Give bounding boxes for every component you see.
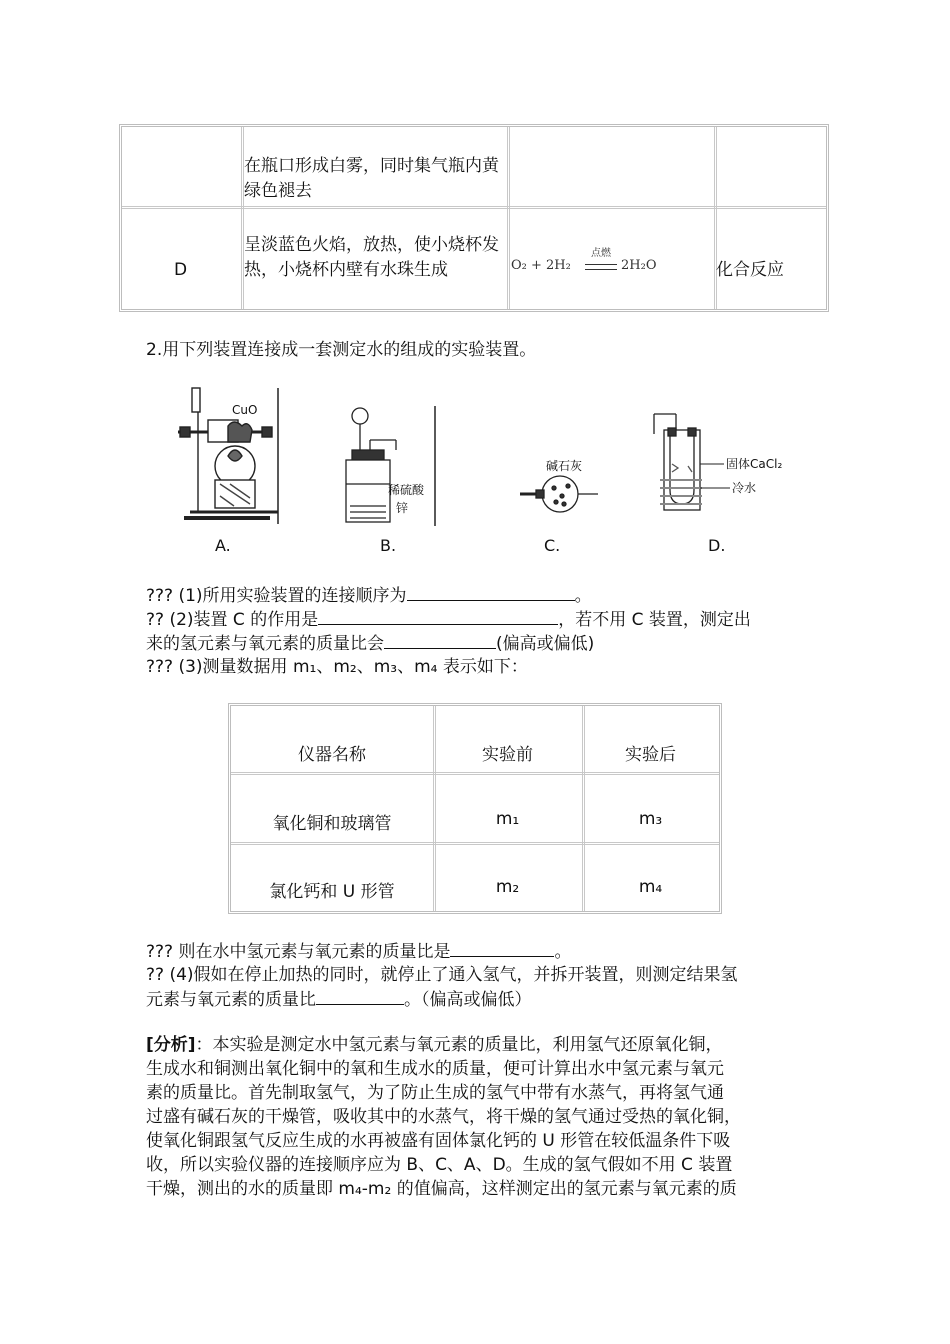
header-instrument: 仪器名称 xyxy=(298,745,366,765)
reaction-table xyxy=(119,124,829,312)
apparatus-d xyxy=(654,414,702,510)
analysis-line: ：本实验是测定水中氢元素与氧元素的质量比，利用氢气还原氧化铜， xyxy=(195,1035,723,1055)
q2-text: ?? (2)装置 C 的作用是 xyxy=(146,610,319,630)
row2-phenomenon: 呈淡蓝色火焰，放热，使小烧杯发热，小烧杯内壁有水珠生成 xyxy=(244,235,499,280)
question-3-answer xyxy=(146,939,571,964)
caption-b: B. xyxy=(380,536,397,555)
label-zinc: 锌 xyxy=(396,501,409,515)
q2-mid: ，若不用 C 装置，测定出 xyxy=(558,610,751,630)
equation-condition: 点燃 xyxy=(591,248,611,259)
table-row-divider xyxy=(122,206,826,209)
q2-answer-blank[interactable] xyxy=(318,607,558,625)
label-cacl2: 固体CaCl₂ xyxy=(726,457,783,471)
q1-suffix: 。 xyxy=(574,586,592,606)
row2-instrument: 氯化钙和 U 形管 xyxy=(269,882,395,902)
caption-a: A. xyxy=(215,536,231,555)
question-intro: 2.用下列装置连接成一套测定水的组成的实验装置。 xyxy=(146,340,537,360)
row1-phenomenon: 在瓶口形成白雾，同时集气瓶内黄绿色褪去 xyxy=(244,156,499,201)
q4-line2: 元素与氧元素的质量比 xyxy=(146,990,316,1010)
label-cold-water: 冷水 xyxy=(732,481,757,495)
analysis-line: 生成水和铜测出氧化铜中的氧和生成水的质量，便可计算出水中氢元素与氧元 xyxy=(146,1059,724,1079)
question-3: ??? (3)测量数据用 m₁、m₂、m₃、m₄ 表示如下： xyxy=(146,657,528,677)
table-col-divider xyxy=(507,127,510,309)
header-before: 实验前 xyxy=(482,745,533,765)
caption-c: C. xyxy=(544,536,561,555)
row2-reaction-type: 化合反应 xyxy=(716,260,784,280)
header-after: 实验后 xyxy=(625,745,676,765)
analysis-tag: [分析] xyxy=(146,1035,196,1055)
equation-equals xyxy=(585,264,617,270)
q3-after-text: ??? 则在水中氢元素与氧元素的质量比是 xyxy=(146,942,451,962)
question-4: ?? (4)假如在停止加热的同时，就停止了通入氢气，并拆开装置，则测定结果氢 xyxy=(146,965,738,985)
q3-after-suffix: 。 xyxy=(554,942,572,962)
q1-text: ??? (1)所用实验装置的连接顺序为 xyxy=(146,586,407,606)
row2-label: D xyxy=(174,260,188,280)
q1-answer-blank[interactable] xyxy=(407,583,575,601)
analysis-line: 使氧化铜跟氢气反应生成的水再被盛有固体氯化钙的 U 形管在较低温条件下吸 xyxy=(146,1131,731,1151)
row2-before: m₂ xyxy=(495,877,520,897)
analysis-line: 过盛有碱石灰的干燥管，吸收其中的水蒸气，将干燥的氢气通过受热的氧化铜， xyxy=(146,1107,741,1127)
question-1 xyxy=(146,583,592,608)
q4-answer-blank[interactable] xyxy=(316,987,404,1005)
q2-answer-blank-2[interactable] xyxy=(384,631,496,649)
equation-right: 2H₂O xyxy=(621,258,657,273)
label-acid: 稀硫酸 xyxy=(388,483,425,497)
row1-before: m₁ xyxy=(495,809,520,829)
analysis-line: 收，所以实验仪器的连接顺序应为 B、C、A、D。生成的氢气假如不用 C 装置 xyxy=(146,1155,733,1175)
analysis-line: 干燥，测出的水的质量即 m₄-m₂ 的值偏高，这样测定出的氢元素与氧元素的质 xyxy=(146,1179,737,1199)
apparatus-c xyxy=(520,476,598,512)
label-soda-lime: 碱石灰 xyxy=(546,459,583,473)
apparatus-b xyxy=(346,408,396,522)
table-row-divider xyxy=(231,772,719,775)
q2-line2: 来的氢元素与氧元素的质量比会 xyxy=(146,634,384,654)
q2-line2-suffix: (偏高或偏低) xyxy=(496,634,595,654)
apparatus-a xyxy=(178,388,278,518)
row1-instrument: 氧化铜和玻璃管 xyxy=(272,814,392,834)
row2-equation xyxy=(511,244,681,284)
equation-left: O₂ + 2H₂ xyxy=(511,258,571,273)
question-2 xyxy=(146,607,751,632)
row1-after: m₃ xyxy=(638,809,663,829)
caption-d: D. xyxy=(708,536,726,555)
analysis-paragraph xyxy=(146,1033,806,1201)
table-row-divider xyxy=(231,842,719,845)
question-2-cont xyxy=(146,631,594,656)
analysis-line: 素的质量比。首先制取氢气，为了防止生成的氢气中带有水蒸气，再将氢气通 xyxy=(146,1083,724,1103)
q3-answer-blank[interactable] xyxy=(450,939,554,957)
q4-line2-suffix: 。（偏高或偏低） xyxy=(404,990,532,1010)
question-4-cont xyxy=(146,987,532,1012)
apparatus-figure xyxy=(170,384,810,530)
row2-after: m₄ xyxy=(638,877,663,897)
label-cuo: CuO xyxy=(232,403,258,417)
